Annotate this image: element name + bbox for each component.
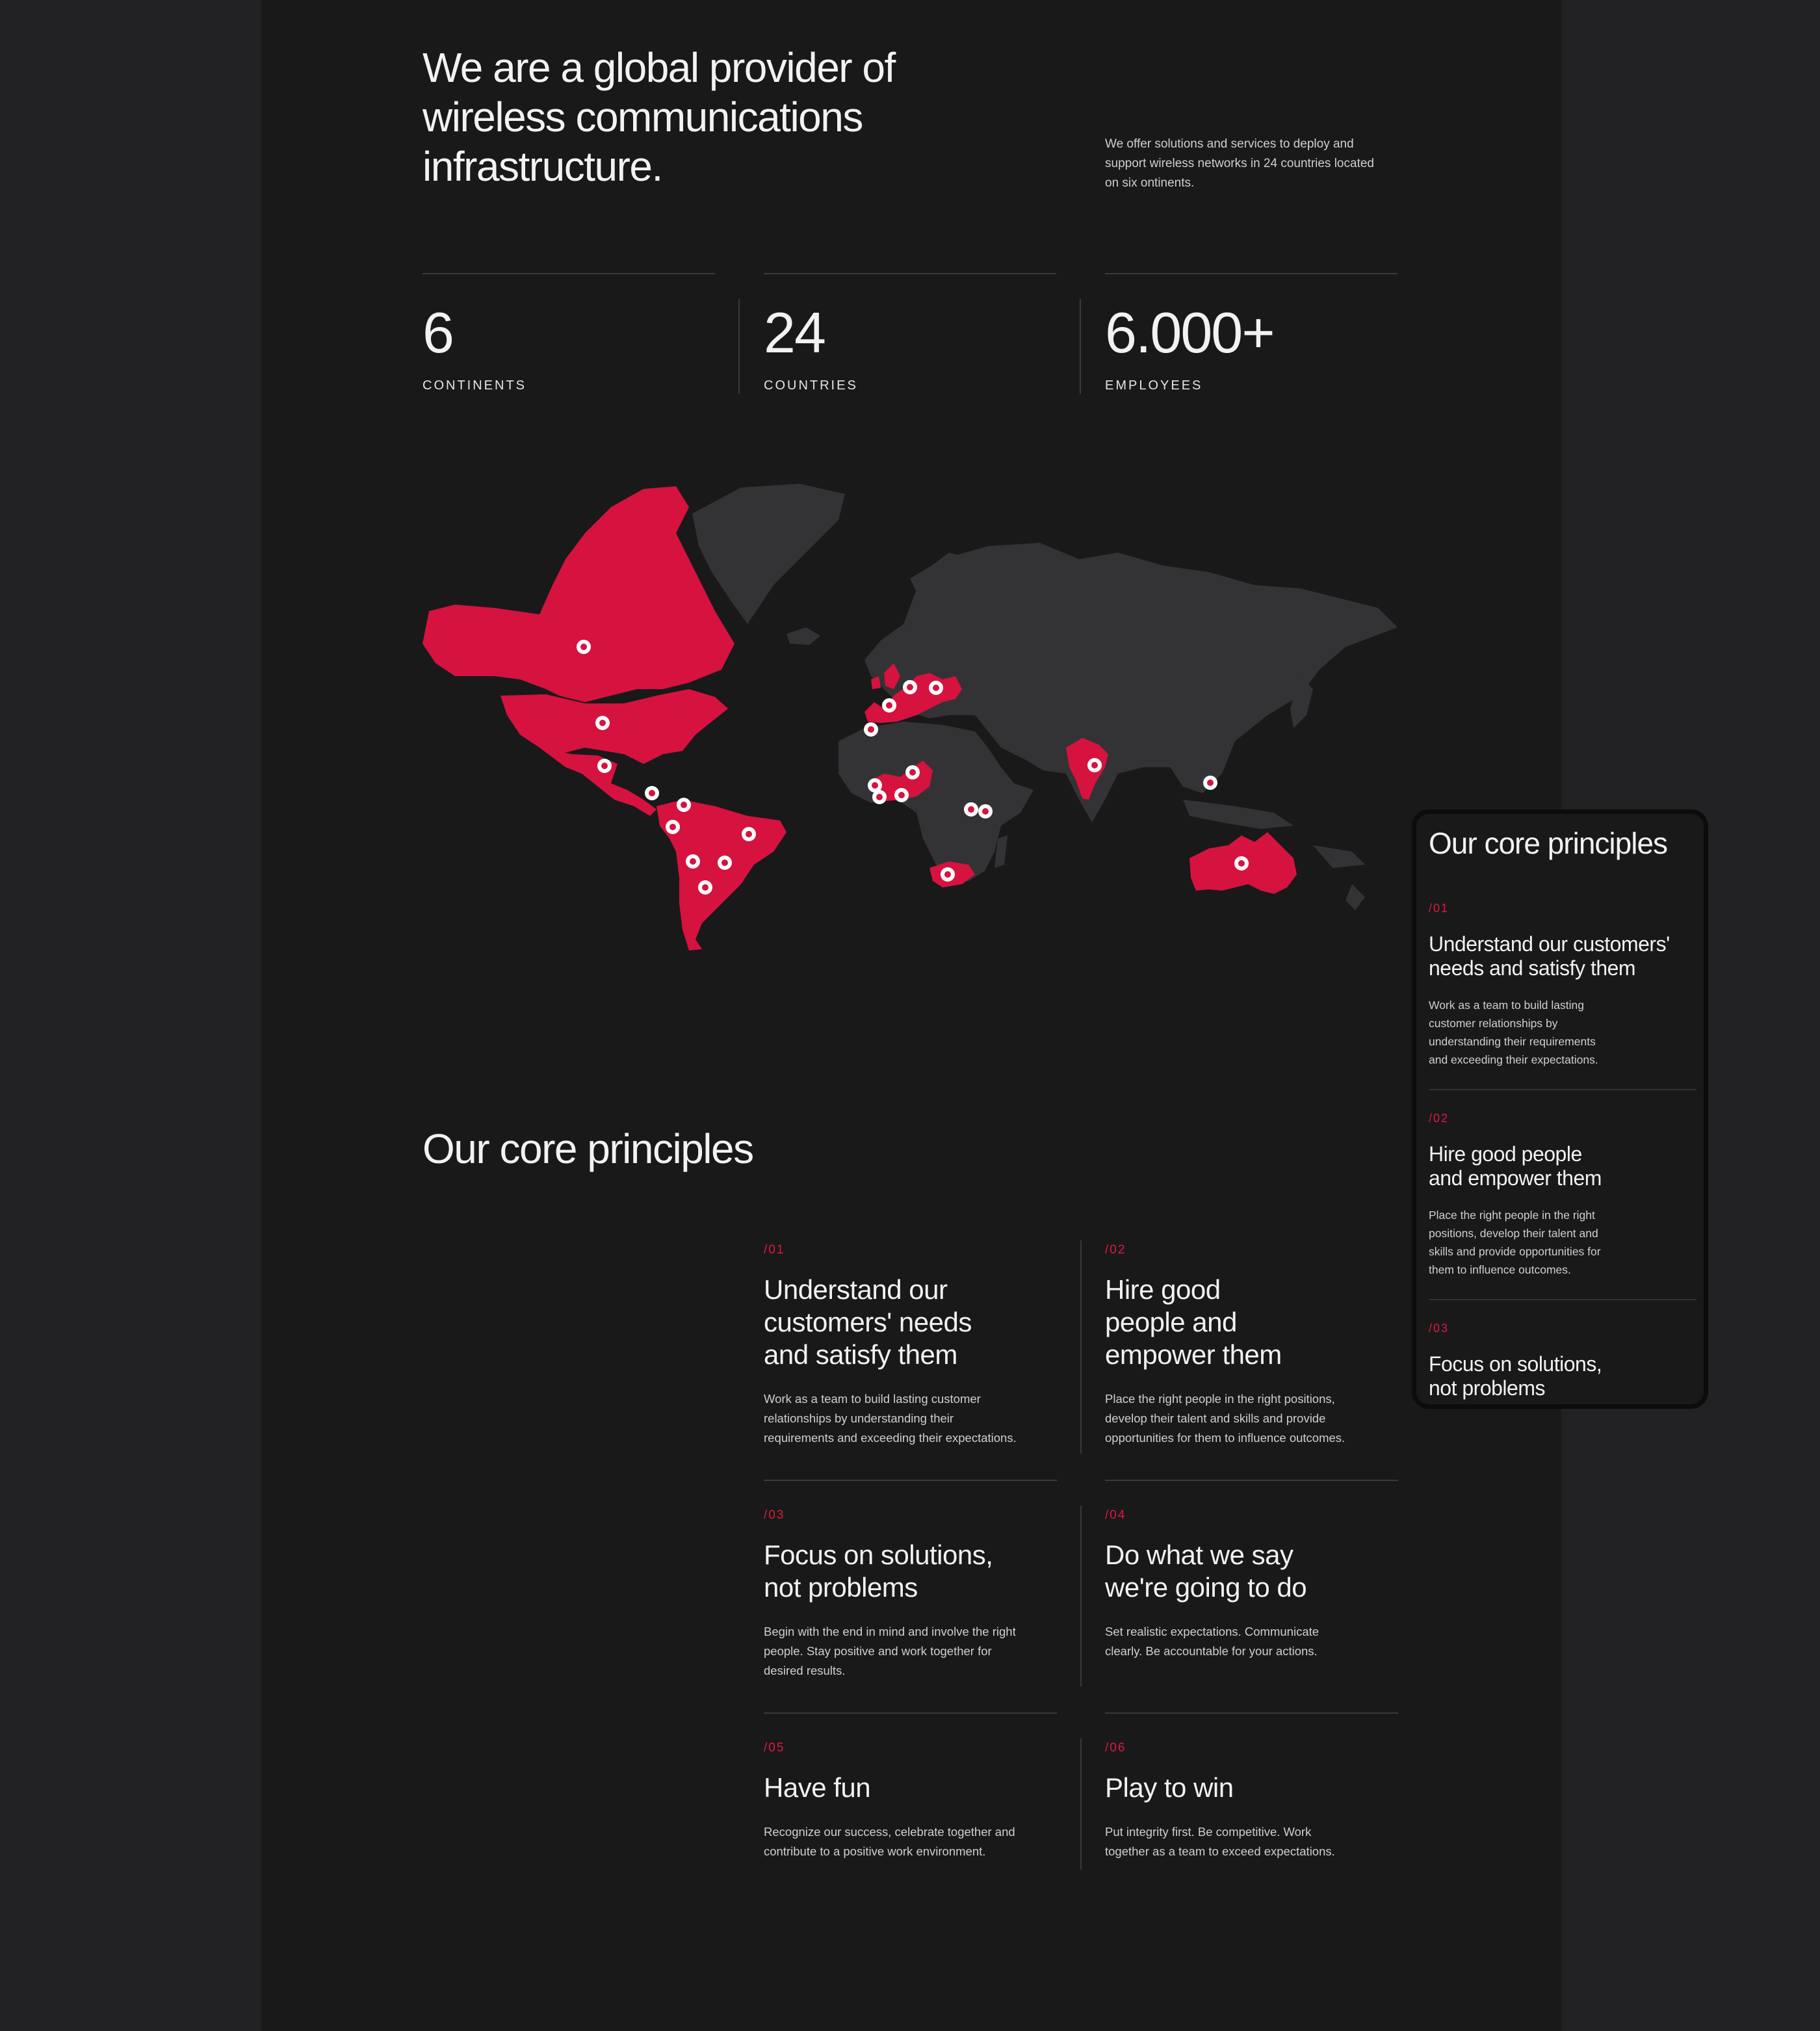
location-pin-icon [698, 880, 712, 895]
mobile-section-title: Our core principles [1429, 826, 1668, 860]
hero-title: We are a global provider of wireless communications infrastructure. [422, 44, 895, 190]
mobile-principle-01 [1429, 902, 1696, 1069]
principle-title: Hire good people and empower them [1429, 1142, 1602, 1190]
principle-number: /02 [1429, 1112, 1450, 1125]
principle-number: /03 [1429, 1322, 1450, 1335]
location-pin-icon [964, 802, 978, 817]
principle-title: Focus on solutions, not problems [1429, 1352, 1602, 1400]
location-pin-icon [645, 786, 659, 800]
stat-label: COUNTRIES [764, 378, 858, 393]
principle-number: /01 [1429, 902, 1450, 915]
location-pin-icon [686, 854, 700, 869]
principle-text: Put integrity first. Be competitive. Work together as a team to exceed expectations. [1105, 1825, 1335, 1858]
mobile-principle-03 [1429, 1322, 1696, 1400]
principle-02 [1105, 1243, 1399, 1448]
stat-label: CONTINENTS [422, 378, 526, 393]
location-pin-icon [864, 722, 878, 737]
principle-number: /04 [1105, 1508, 1126, 1522]
column-divider [1080, 1738, 1082, 1870]
stat-value: 6 [422, 300, 453, 365]
stat-value: 24 [764, 300, 825, 365]
map-land-inactive [692, 484, 1398, 910]
stat-countries [764, 273, 1056, 395]
principle-text: Place the right people in the right positions, develop their talent and skills and provide opportunities for them to influence outcomes. [1429, 1209, 1601, 1276]
principle-text: Recognize our success, celebrate together and contribute to a positive work environment. [764, 1825, 1015, 1858]
stat-employees [1105, 273, 1398, 395]
location-pin-icon [882, 698, 896, 713]
mobile-preview [1412, 809, 1708, 1409]
location-pin-icon [978, 804, 993, 819]
location-pin-icon [577, 640, 591, 654]
principle-number: /02 [1105, 1243, 1126, 1257]
principle-title: Have fun [764, 1772, 871, 1803]
location-pin-icon [929, 681, 943, 695]
location-pin-icon [597, 759, 612, 773]
principle-number: /05 [764, 1741, 785, 1755]
column-divider [1080, 1506, 1082, 1686]
hero-description: We offer solutions and services to deploy and support wireless networks in 24 countries located on six ontinents. [1105, 137, 1374, 190]
principle-text: Work as a team to build lasting customer relationships by understanding their requirements and exceeding their expectations. [764, 1392, 1017, 1445]
stat-value: 6.000+ [1105, 300, 1274, 365]
location-pin-icon [905, 765, 920, 780]
section-title: Our core principles [422, 1125, 753, 1172]
location-pin-icon [872, 790, 887, 804]
stat-continents [422, 273, 715, 395]
row-divider [764, 1712, 1057, 1714]
row-divider [1105, 1480, 1398, 1481]
principle-title: Focus on solutions, not problems [764, 1540, 993, 1603]
location-pin-icon [677, 798, 691, 812]
principle-04 [1105, 1508, 1399, 1661]
world-map [416, 475, 1404, 956]
location-pin-icon [903, 680, 917, 694]
principle-05 [764, 1741, 1058, 1861]
location-pin-icon [1234, 856, 1249, 871]
row-divider [764, 1480, 1057, 1481]
location-pin-icon [1087, 758, 1102, 772]
principle-text: Place the right people in the right positions, develop their talent and skills and provide opportunities for them to influence outcomes. [1105, 1392, 1346, 1445]
mobile-divider [1429, 1299, 1696, 1300]
stat-label: EMPLOYEES [1105, 378, 1203, 393]
location-pin-icon [894, 788, 909, 802]
mobile-divider [1429, 1089, 1696, 1090]
stat-divider [738, 299, 740, 394]
location-pin-icon [1203, 776, 1217, 790]
principle-title: Play to win [1105, 1772, 1234, 1803]
location-pin-icon [742, 827, 756, 841]
location-pin-icon [666, 820, 680, 834]
principle-title: Understand our customers' needs and satisfy them [764, 1274, 972, 1370]
row-divider [1105, 1712, 1398, 1714]
principle-03 [764, 1508, 1058, 1681]
principle-title: Understand our customers' needs and satisfy them [1429, 932, 1670, 980]
mobile-principle-02 [1429, 1112, 1696, 1279]
principle-number: /01 [764, 1243, 785, 1257]
location-pin-icon [595, 716, 610, 730]
stat-divider [1080, 299, 1081, 394]
principle-text: Begin with the end in mind and involve the right people. Stay positive and work together for desired results. [764, 1625, 1016, 1677]
principle-06 [1105, 1741, 1399, 1861]
principle-title: Hire good people and empower them [1105, 1274, 1282, 1370]
principle-01 [764, 1243, 1058, 1448]
column-divider [1080, 1240, 1082, 1454]
principle-text: Work as a team to build lasting customer relationships by understanding their requirements and exceeding their expectations. [1429, 999, 1598, 1066]
principle-title: Do what we say we're going to do [1105, 1540, 1307, 1603]
principle-number: /06 [1105, 1741, 1126, 1755]
location-pin-icon [718, 856, 732, 870]
principle-number: /03 [764, 1508, 785, 1522]
principle-text: Set realistic expectations. Communicate clearly. Be accountable for your actions. [1105, 1625, 1320, 1658]
location-pin-icon [941, 867, 955, 882]
